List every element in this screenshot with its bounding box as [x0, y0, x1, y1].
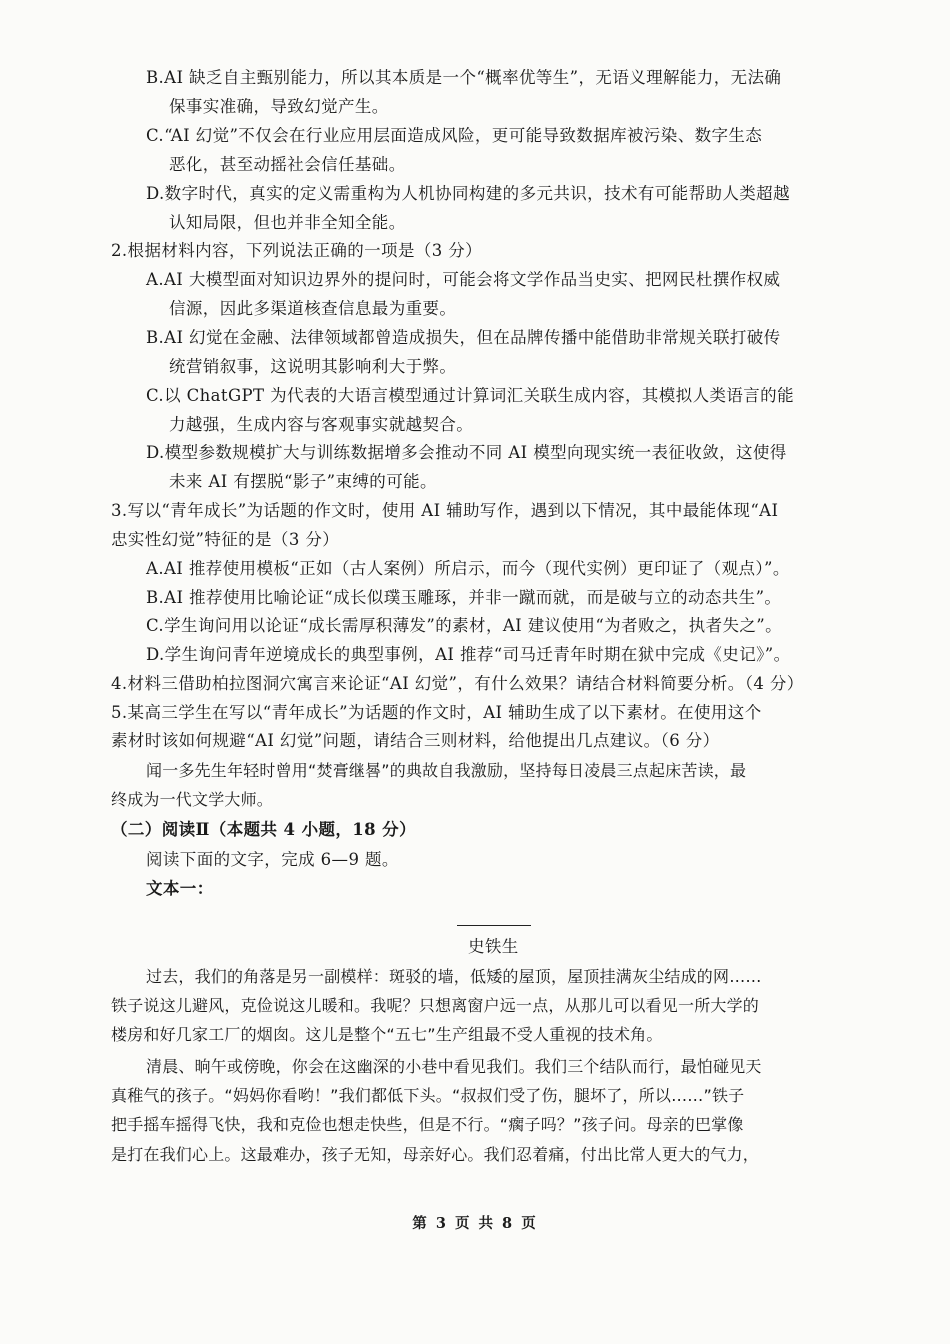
q3-stem-line2: 忠实性幻觉”特征的是（3 分） — [111, 530, 340, 549]
q5-material-line1: 闻一多先生年轻时曾用“焚膏继晷”的典故自我激励，坚持每日凌晨三点起床苦读，最 — [146, 761, 747, 780]
q1-option-b-line2: 保事实准确，导致幻觉产生。 — [169, 97, 389, 116]
q3-stem-line1: 3.写以“青年成长”为话题的作文时，使用 AI 辅助写作，遇到以下情况，其中最能体现“AI — [111, 501, 779, 520]
q1-option-b-line1: B.AI 缺乏自主甄别能力，所以其本质是一个“概率优等生”，无语义理解能力，无法确 — [146, 68, 782, 87]
q1-option-d-line1: D.数字时代，真实的定义需重构为人机协同构建的多元共识，技术有可能帮助人类超越 — [146, 184, 790, 203]
q2-option-d-line1: D.模型参数规模扩大与训练数据增多会推动不同 AI 模型向现实统一表征收敛，这使得 — [146, 443, 787, 462]
title-rule — [457, 925, 531, 926]
text-one-label: 文本一： — [146, 879, 214, 898]
section-2-instruction: 阅读下面的文字，完成 6—9 题。 — [146, 850, 399, 869]
q5-stem-line2: 素材时该如何规避“AI 幻觉”问题，请结合三则材料，给他提出几点建议。（6 分） — [111, 731, 720, 750]
q3-option-d: D.学生询问青年逆境成长的典型事例，AI 推荐“司马迁青年时期在狱中完成《史记》”。 — [146, 645, 791, 664]
q2-option-b-line1: B.AI 幻觉在金融、法律领域都曾造成损失，但在品牌传播中能借助非常规关联打破传 — [146, 328, 781, 347]
q3-option-b: B.AI 推荐使用比喻论证“成长似璞玉雕琢，并非一蹴而就，而是破与立的动态共生”。 — [146, 588, 782, 607]
q4-stem: 4.材料三借助柏拉图洞穴寓言来论证“AI 幻觉”，有什么效果？请结合材料简要分析。（4 分） — [111, 674, 804, 693]
story-p2-line3: 把手摇车摇得飞快，我和克俭也想走快些，但是不行。“瘸子吗？”孩子问。母亲的巴掌像 — [111, 1115, 744, 1134]
story-p1-line1: 过去，我们的角落是另一副模样：斑驳的墙，低矮的屋顶，屋顶挂满灰尘结成的网…… — [146, 967, 762, 986]
story-p2-line4: 是打在我们心上。这最难办，孩子无知，母亲好心。我们忍着痛，付出比常人更大的气力， — [111, 1145, 760, 1164]
q1-option-c-line2: 恶化，甚至动摇社会信任基础。 — [169, 155, 406, 174]
q2-option-c-line1: C.以 ChatGPT 为代表的大语言模型通过计算词汇关联生成内容，其模拟人类语言的能 — [146, 386, 794, 405]
q2-option-a-line1: A.AI 大模型面对知识边界外的提问时，可能会将文学作品当史实、把网民杜撰作权威 — [146, 270, 781, 289]
story-p1-line3: 楼房和好几家工厂的烟囱。这儿是整个“五七”生产组最不受人重视的技术角。 — [111, 1025, 663, 1044]
q3-option-a: A.AI 推荐使用模板“正如（古人案例）所启示，而今（现代实例）更印证了（观点）”。 — [146, 559, 790, 578]
section-2-heading: （二）阅读Ⅱ（本题共 4 小题，18 分） — [111, 820, 416, 839]
story-p2-line2: 真稚气的孩子。“妈妈你看哟！”我们都低下头。“叔叔们受了伤，腿坏了，所以……”铁子 — [111, 1086, 745, 1105]
story-p1-line2: 铁子说这儿避风，克俭说这儿暖和。我呢？只想离窗户远一点，从那儿可以看见一所大学的 — [111, 996, 760, 1015]
q2-option-c-line2: 力越强，生成内容与客观事实就越契合。 — [169, 415, 474, 434]
q3-option-c: C.学生询问用以论证“成长需厚积薄发”的素材，AI 建议使用“为者败之，执者失之”。 — [146, 616, 783, 635]
q2-option-d-line2: 未来 AI 有摆脱“影子”束缚的可能。 — [169, 472, 437, 491]
q2-option-a-line2: 信源，因此多渠道核查信息最为重要。 — [169, 299, 457, 318]
q2-stem: 2.根据材料内容，下列说法正确的一项是（3 分） — [111, 241, 483, 260]
q2-option-b-line2: 统营销叙事，这说明其影响利大于弊。 — [169, 357, 457, 376]
q1-option-c-line1: C.“AI 幻觉”不仅会在行业应用层面造成风险，更可能导致数据库被污染、数字生态 — [146, 126, 763, 145]
q1-option-d-line2: 认知局限，但也并非全知全能。 — [169, 213, 406, 232]
author-name: 史铁生 — [468, 937, 519, 956]
page-number-footer: 第 3 页 共 8 页 — [412, 1215, 538, 1232]
story-p2-line1: 清晨、晌午或傍晚，你会在这幽深的小巷中看见我们。我们三个结队而行，最怕碰见天 — [146, 1057, 762, 1076]
q5-material-line2: 终成为一代文学大师。 — [111, 790, 274, 809]
q5-stem-line1: 5.某高三学生在写以“青年成长”为话题的作文时，AI 辅助生成了以下素材。在使用这个 — [111, 703, 762, 722]
